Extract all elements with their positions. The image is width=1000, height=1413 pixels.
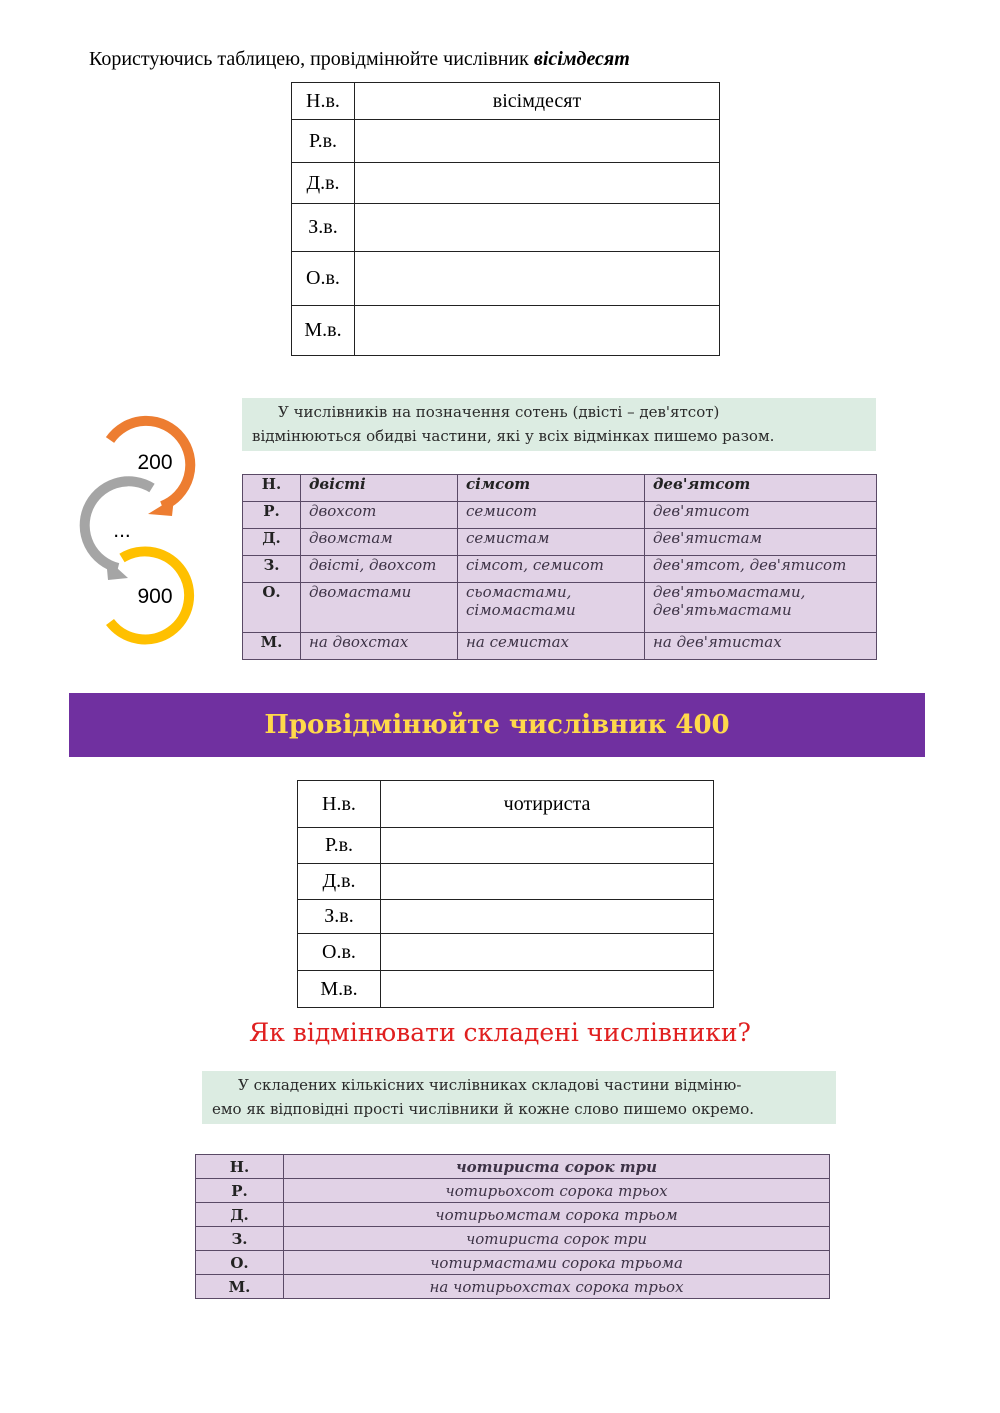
- table-row: З. двісті, двохсот сімсот, семисот дев'ятсот, дев'ятисот: [243, 556, 877, 583]
- case-label: М.в.: [298, 971, 381, 1008]
- declension-table-400: [297, 780, 714, 1008]
- answer-cell[interactable]: [381, 900, 714, 934]
- table-row: [298, 900, 714, 934]
- table-row: [292, 306, 720, 356]
- table-row: [292, 252, 720, 306]
- answer-cell[interactable]: [355, 306, 720, 356]
- table-row: Н. чотириста сорок три: [196, 1155, 830, 1179]
- case-label: Д.в.: [292, 163, 355, 204]
- table-row: Р. двохсот семисот дев'ятисот: [243, 502, 877, 529]
- case-label: О.в.: [292, 252, 355, 306]
- table-row: [292, 120, 720, 163]
- compound-section-title: Як відмінювати складені числівники?: [249, 1018, 751, 1047]
- answer-cell[interactable]: [381, 864, 714, 900]
- case-label: Н.в.: [292, 83, 355, 120]
- table-row: Р. чотирьохсот сорока трьох: [196, 1179, 830, 1203]
- compound-declension-table: [195, 1154, 830, 1299]
- answer-cell[interactable]: чотириста: [381, 781, 714, 828]
- answer-cell[interactable]: [381, 971, 714, 1008]
- rule-note-hundreds: У числівників на позначення сотень (двісті – дев'ятсот) відмінюються обидві частини, які у всіх відмінках пишемо разом.: [242, 398, 876, 451]
- instruction-word: вісімдесят: [533, 48, 630, 70]
- table-row: [298, 864, 714, 900]
- answer-cell[interactable]: [355, 120, 720, 163]
- case-label: З.в.: [298, 900, 381, 934]
- answer-cell[interactable]: [355, 204, 720, 252]
- table-row: Н. двісті сімсот дев'ятсот: [243, 475, 877, 502]
- cycle-label-middle: ...: [113, 519, 131, 542]
- hundreds-cycle-graphic: [70, 410, 210, 650]
- task-banner: Провідмінюйте числівник 400: [69, 693, 925, 757]
- answer-cell[interactable]: [381, 934, 714, 971]
- table-row: Д. двомстам семистам дев'ятистам: [243, 529, 877, 556]
- cycle-label-bottom: 900: [137, 585, 173, 608]
- case-label: М.в.: [292, 306, 355, 356]
- rule-note-compound: У складених кількісних числівниках складові частини відміню- емо як відповідні прості числівники й кожне слово пишемо окремо.: [202, 1071, 836, 1124]
- table-row: О. чотирмастами сорока трьома: [196, 1251, 830, 1275]
- answer-cell[interactable]: вісімдесят: [355, 83, 720, 120]
- answer-cell[interactable]: [381, 828, 714, 864]
- case-label: Д.в.: [298, 864, 381, 900]
- case-label: Р.в.: [292, 120, 355, 163]
- table-row: М. на чотирьохстах сорока трьох: [196, 1275, 830, 1299]
- table-row: [298, 781, 714, 828]
- table-row: М. на двохстах на семистах на дев'ятистах: [243, 633, 877, 660]
- table-row: [298, 828, 714, 864]
- case-label: З.в.: [292, 204, 355, 252]
- declension-table-80: [291, 82, 720, 356]
- table-row: О. двомастами сьомастами, сімомастами дев'ятьомастами, дев'ятьмастами: [243, 583, 877, 633]
- answer-cell[interactable]: [355, 163, 720, 204]
- answer-cell[interactable]: [355, 252, 720, 306]
- table-row: [298, 971, 714, 1008]
- table-row: [292, 163, 720, 204]
- case-label: Н.в.: [298, 781, 381, 828]
- instruction: Користуючись таблицею, провідмінюйте числівник вісімдесят: [89, 48, 630, 70]
- table-row: [292, 204, 720, 252]
- hundreds-declension-table: [242, 474, 877, 660]
- case-label: О.в.: [298, 934, 381, 971]
- table-row: Д. чотирьомстам сорока трьом: [196, 1203, 830, 1227]
- table-row: [292, 83, 720, 120]
- table-row: [298, 934, 714, 971]
- case-label: Р.в.: [298, 828, 381, 864]
- table-row: З. чотириста сорок три: [196, 1227, 830, 1251]
- cycle-label-top: 200: [137, 451, 173, 474]
